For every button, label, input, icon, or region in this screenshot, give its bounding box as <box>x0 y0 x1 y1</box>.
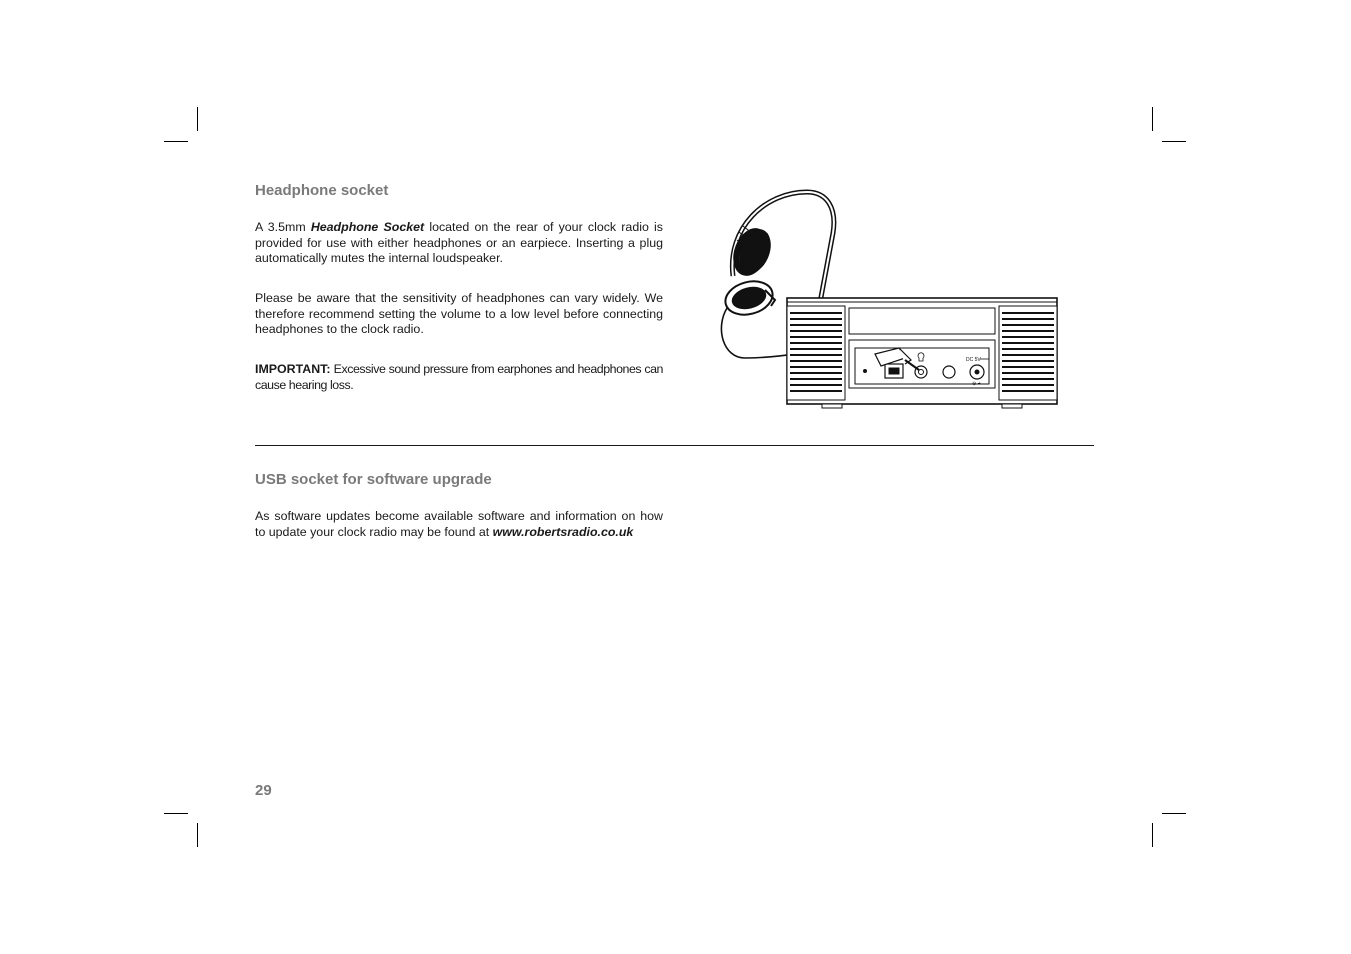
usb-paragraph <box>255 509 663 540</box>
svg-text:– ⊖ +: – ⊖ + <box>968 381 981 387</box>
section-divider <box>255 445 1094 446</box>
crop-mark-bottom-left <box>197 823 198 847</box>
important-warning: Excessive sound pressure from earphones and headphones can cause hearing loss. <box>255 362 663 392</box>
crop-mark-top-right <box>1162 141 1186 142</box>
usb-section-title: USB socket for software upgrade <box>255 471 492 488</box>
headphone-socket-term: Headphone Socket <box>310 220 425 234</box>
usb-paragraph-body: As software updates become available software and information on how to update your clock radio may be found at <box>255 509 663 539</box>
dc-label: DC 5V <box>966 357 981 363</box>
headphone-section-title: Headphone socket <box>255 182 389 199</box>
crop-mark-top-left <box>164 141 188 142</box>
headphone-p1-intro: A 3.5mm <box>255 220 311 234</box>
headphone-paragraph-3 <box>255 362 663 393</box>
clock-radio-rear <box>787 298 1057 408</box>
page-number: 29 <box>255 782 272 799</box>
important-label: IMPORTANT: <box>255 362 331 376</box>
crop-mark-top-left <box>197 107 198 131</box>
headphone-paragraph-1 <box>255 220 663 267</box>
crop-mark-bottom-right <box>1152 823 1153 847</box>
headphone-p1-body: located on the rear of your clock radio is provided for use with either headphones or an earpiece. Inserting a plug automatically mutes the internal loudspeaker. <box>255 220 663 266</box>
crop-mark-bottom-left <box>164 813 188 814</box>
headphone-paragraph-2: Please be aware that the sensitivity of headphones can vary widely. We therefore recommend setting the volume to a low level before connecting headphones to the clock radio. <box>255 291 663 337</box>
headphones-radio-illustration <box>715 188 1060 412</box>
crop-mark-bottom-right <box>1162 813 1186 814</box>
roberts-website-link[interactable]: www.robertsradio.co.uk <box>492 524 634 539</box>
crop-mark-top-right <box>1152 107 1153 131</box>
